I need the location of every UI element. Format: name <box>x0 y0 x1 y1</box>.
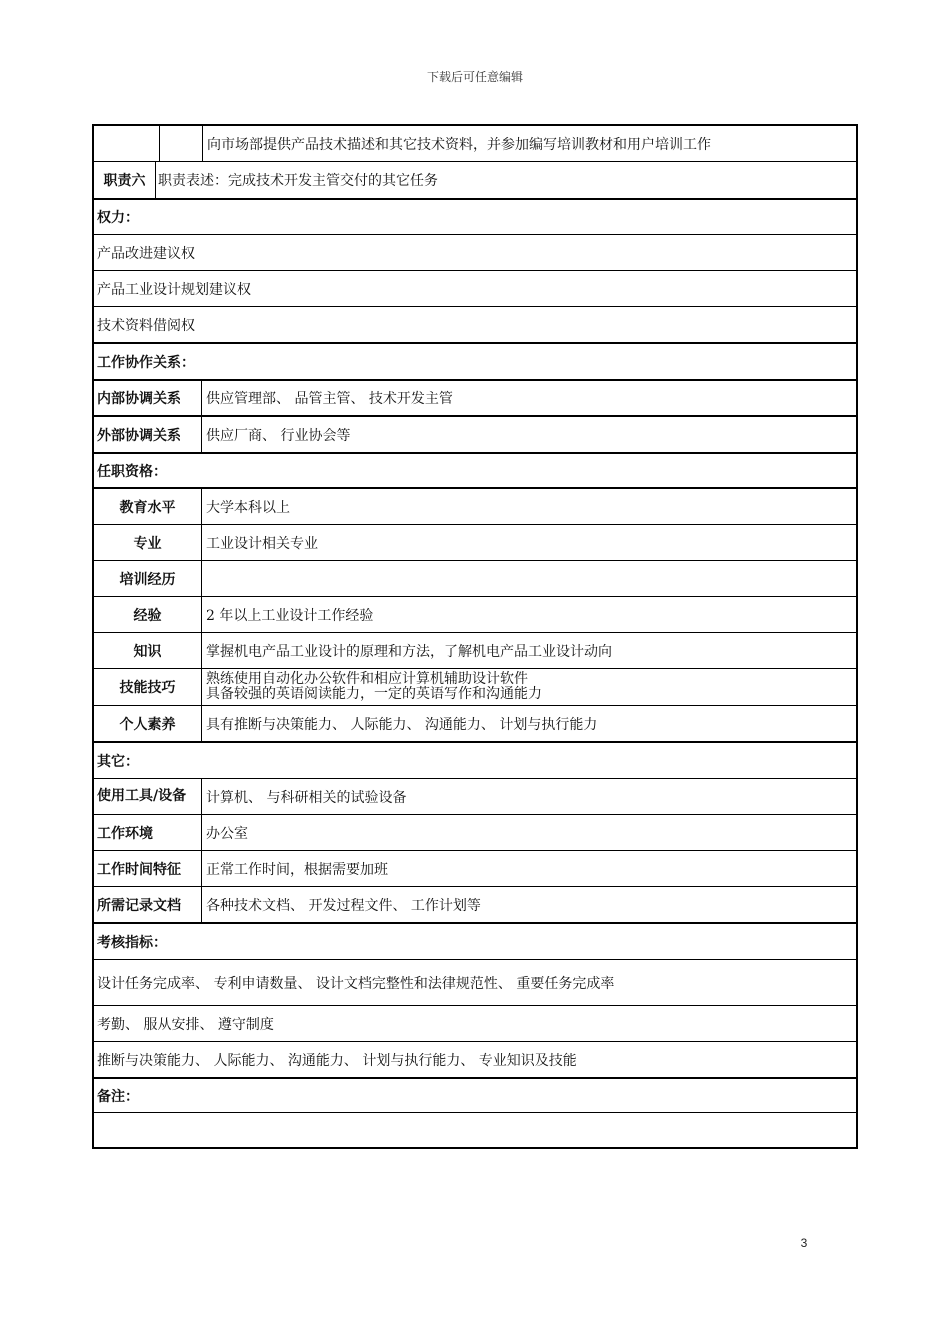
qualification-label: 个人素养 <box>94 706 202 741</box>
authority-section-header <box>94 200 856 235</box>
assessment-item-text: 推断与决策能力、 人际能力、 沟通能力、 计划与执行能力、 专业知识及技能 <box>97 1052 577 1069</box>
other-label: 使用工具/设备 <box>94 779 202 814</box>
qualification-row <box>94 489 856 525</box>
authority-title: 权力： <box>97 210 139 226</box>
authority-item-text: 产品改进建议权 <box>97 245 195 262</box>
skill-line: 具备较强的英语阅读能力，一定的英语写作和沟通能力 <box>206 686 542 702</box>
authority-item <box>94 235 856 271</box>
qualifications-title: 任职资格： <box>97 463 167 480</box>
other-title: 其它： <box>97 753 139 770</box>
external-coordination-row <box>94 417 856 454</box>
external-coordination-label: 外部协调关系 <box>94 417 202 452</box>
assessment-item <box>94 960 856 1006</box>
other-value: 各种技术文档、 开发过程文件、 工作计划等 <box>206 897 481 914</box>
other-row <box>94 815 856 851</box>
qualification-label: 培训经历 <box>94 561 202 596</box>
qualification-label: 技能技巧 <box>94 669 202 705</box>
qualification-label: 经验 <box>94 597 202 632</box>
other-value: 正常工作时间，根据需要加班 <box>206 861 388 878</box>
other-row <box>94 779 856 815</box>
other-row <box>94 887 856 924</box>
assessment-item <box>94 1042 856 1079</box>
qualification-row <box>94 706 856 743</box>
qualification-value <box>202 561 856 596</box>
remarks-title: 备注： <box>97 1088 139 1105</box>
qualification-value: 具有推断与决策能力、 人际能力、 沟通能力、 计划与执行能力 <box>206 716 598 733</box>
qualification-row <box>94 561 856 597</box>
qualification-value: 2 年以上工业设计工作经验 <box>206 607 374 624</box>
cooperation-section-header <box>94 344 856 381</box>
duty6-text: 职责表述：完成技术开发主管交付的其它任务 <box>158 173 438 189</box>
assessment-title: 考核指标： <box>97 934 167 951</box>
assessment-item-text: 考勤、 服从安排、 遵守制度 <box>97 1016 274 1033</box>
authority-item <box>94 271 856 307</box>
header-note: 下载后可任意编辑 <box>426 70 523 84</box>
authority-item-text: 产品工业设计规划建议权 <box>97 281 251 298</box>
other-label: 工作环境 <box>94 815 202 850</box>
page-number: 3 <box>800 1236 808 1250</box>
duty-text: 向市场部提供产品技术描述和其它技术资料，并参加编写培训教材和用户培训工作 <box>207 136 711 153</box>
duty6-row <box>94 162 856 200</box>
other-value: 办公室 <box>206 825 248 842</box>
cooperation-title: 工作协作关系： <box>97 354 195 371</box>
empty-label-cell <box>94 126 160 161</box>
authority-item-text: 技术资料借阅权 <box>97 317 195 334</box>
qualification-value: 大学本科以上 <box>206 499 290 516</box>
job-description-table <box>92 124 858 1149</box>
empty-sub-cell <box>160 126 203 161</box>
assessment-item <box>94 1006 856 1042</box>
qualification-value: 掌握机电产品工业设计的原理和方法，了解机电产品工业设计动向 <box>206 643 612 660</box>
other-row <box>94 851 856 887</box>
qualifications-section-header <box>94 454 856 489</box>
remarks-section-header <box>94 1079 856 1113</box>
qualification-label: 知识 <box>94 633 202 668</box>
qualification-row <box>94 669 856 706</box>
assessment-item-text: 设计任务完成率、 专利申请数量、 设计文档完整性和法律规范性、 重要任务完成率 <box>97 975 615 992</box>
qualification-value: 工业设计相关专业 <box>206 535 318 552</box>
other-value: 计算机、 与科研相关的试验设备 <box>206 789 407 806</box>
authority-item <box>94 307 856 344</box>
qualification-row <box>94 525 856 561</box>
internal-coordination-row <box>94 381 856 417</box>
internal-coordination-label: 内部协调关系 <box>94 381 202 415</box>
external-coordination-value: 供应厂商、 行业协会等 <box>206 427 351 444</box>
other-section-header <box>94 743 856 779</box>
internal-coordination-value: 供应管理部、 品管主管、 技术开发主管 <box>206 391 453 407</box>
qualification-label: 专业 <box>94 525 202 560</box>
continuation-row <box>94 126 856 162</box>
other-label: 所需记录文档 <box>94 887 202 922</box>
other-label: 工作时间特征 <box>94 851 202 886</box>
duty6-label: 职责六 <box>94 162 156 198</box>
assessment-section-header <box>94 924 856 960</box>
remarks-content <box>94 1113 856 1147</box>
skill-line: 熟练使用自动化办公软件和相应计算机辅助设计软件 <box>206 671 528 687</box>
qualification-row <box>94 597 856 633</box>
qualification-value <box>202 669 856 705</box>
qualification-row <box>94 633 856 669</box>
qualification-label: 教育水平 <box>94 489 202 524</box>
